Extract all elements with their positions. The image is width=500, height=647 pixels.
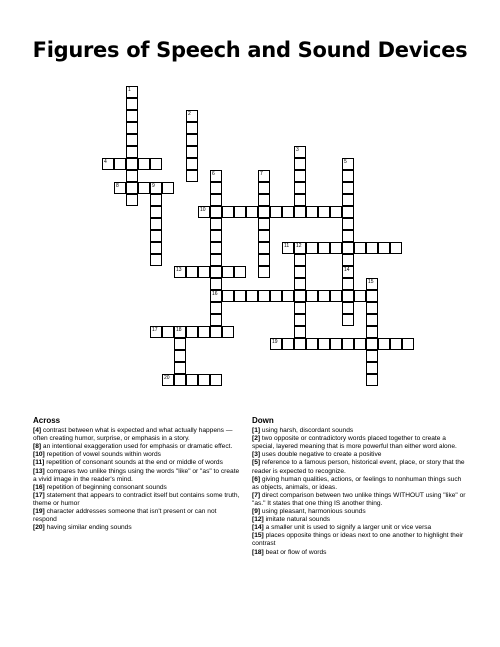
cell-number: 17 [152,327,158,333]
crossword-cell[interactable] [186,266,198,278]
crossword-cell[interactable] [258,170,270,182]
crossword-cell[interactable] [210,206,222,218]
down-clue [252,459,467,475]
crossword-cell[interactable] [222,326,234,338]
crossword-cell[interactable] [186,158,198,170]
puzzle-title: Figures of Speech and Sound Devices [32,38,468,62]
crossword-cell[interactable] [258,206,270,218]
crossword-cell[interactable] [246,206,258,218]
clue-text: uses double negative to create a positive [261,451,382,459]
crossword-cell[interactable] [210,266,222,278]
clue-text: using pleasant, harmonious sounds [261,508,366,516]
crossword-cell[interactable] [366,278,378,290]
crossword-cell[interactable] [174,338,186,350]
crossword-cell[interactable] [150,158,162,170]
crossword-cell[interactable] [186,374,198,386]
down-clue [252,549,467,557]
across-clue [33,443,241,451]
crossword-cell[interactable] [126,110,138,122]
clue-text: an intentional exaggeration used for emphasis or dramatic effect. [42,443,233,451]
cell-number: 10 [200,207,206,213]
crossword-cell[interactable] [270,290,282,302]
clue-text: imitate natural sounds [265,516,331,524]
crossword-cell[interactable] [294,302,306,314]
clue-number: [12] [252,516,264,524]
crossword-cell[interactable] [342,302,354,314]
crossword-cell[interactable] [210,290,222,302]
clue-number: [14] [252,524,264,532]
crossword-cell[interactable] [306,290,318,302]
crossword-cell[interactable] [258,218,270,230]
crossword-cell[interactable] [342,290,354,302]
crossword-cell[interactable] [150,182,162,194]
cell-number: 14 [344,267,350,273]
clue-text: using harsh, discordant sounds [261,427,354,435]
down-heading: Down [252,416,274,425]
crossword-cell[interactable] [126,194,138,206]
crossword-cell[interactable] [186,134,198,146]
across-clue [33,468,241,484]
cell-number: 7 [260,171,263,177]
crossword-cell[interactable] [114,182,126,194]
cell-number: 3 [296,147,299,153]
crossword-cell[interactable] [342,158,354,170]
cell-number: 13 [176,267,182,273]
crossword-cell[interactable] [126,146,138,158]
crossword-cell[interactable] [258,230,270,242]
crossword-cell[interactable] [102,158,114,170]
crossword-cell[interactable] [342,278,354,290]
crossword-cell[interactable] [294,158,306,170]
crossword-cell[interactable] [246,290,258,302]
crossword-cell[interactable] [198,326,210,338]
clue-text: two opposite or contradictory words placed together to create a special, layered meaning that is more powerful than either word alone. [252,435,457,451]
crossword-cell[interactable] [294,194,306,206]
cell-number: 12 [296,243,302,249]
crossword-cell[interactable] [186,110,198,122]
crossword-cell[interactable] [186,170,198,182]
crossword-cell[interactable] [222,290,234,302]
crossword-cell[interactable] [294,170,306,182]
cell-number: 11 [284,243,290,249]
crossword-cell[interactable] [330,338,342,350]
clue-number: [19] [33,508,45,516]
crossword-cell[interactable] [342,194,354,206]
down-clue [252,435,467,451]
crossword-cell[interactable] [210,254,222,266]
clue-number: [5] [252,459,261,467]
crossword-cell[interactable] [126,158,138,170]
crossword-cell[interactable] [138,158,150,170]
clue-number: [16] [33,483,45,491]
crossword-cell[interactable] [354,290,366,302]
crossword-cell[interactable] [198,374,210,386]
crossword-cell[interactable] [174,350,186,362]
across-clue [33,492,241,508]
crossword-cell[interactable] [174,266,186,278]
crossword-cell[interactable] [210,230,222,242]
crossword-cell[interactable] [126,170,138,182]
crossword-cell[interactable] [258,254,270,266]
crossword-cell[interactable] [258,182,270,194]
cell-number: 4 [104,159,107,165]
across-clue [33,451,241,459]
across-clue [33,524,241,532]
clue-text: repetition of vowel sounds within words [46,451,161,459]
crossword-cell[interactable] [342,242,354,254]
across-clues [33,417,241,532]
across-clue [33,484,241,492]
down-clue [252,476,467,492]
across-clue-list [33,427,241,532]
clue-number: [11] [33,459,45,467]
crossword-cell[interactable] [342,230,354,242]
crossword-cell[interactable] [126,134,138,146]
clue-number: [4] [33,427,42,435]
crossword-cell[interactable] [366,302,378,314]
crossword-cell[interactable] [294,146,306,158]
down-clue [252,524,467,532]
crossword-cell[interactable] [198,206,210,218]
clue-number: [8] [33,443,42,451]
crossword-cell[interactable] [210,194,222,206]
crossword-cell[interactable] [354,242,366,254]
clue-text: direct comparison between two unlike things WITHOUT using "like" or "as." It states that one thing IS another thing. [252,491,466,507]
cell-number: 19 [272,339,278,345]
crossword-cell[interactable] [294,314,306,326]
crossword-cell[interactable] [354,338,366,350]
crossword-cell[interactable] [366,374,378,386]
crossword-cell[interactable] [258,194,270,206]
clue-text: places opposite things or ideas next to one another to highlight their contrast [252,532,464,548]
crossword-cell[interactable] [210,278,222,290]
crossword-cell[interactable] [318,290,330,302]
crossword-cell[interactable] [210,302,222,314]
clue-text: repetition of beginning consonant sounds [46,483,167,491]
crossword-cell[interactable] [306,206,318,218]
crossword-cell[interactable] [114,158,126,170]
crossword-cell[interactable] [294,206,306,218]
cell-number: 8 [116,183,119,189]
clue-text: beat or flow of words [265,548,327,556]
across-clue [33,508,241,524]
crossword-cell[interactable] [198,266,210,278]
clue-number: [7] [252,491,261,499]
clue-number: [9] [252,508,261,516]
crossword-cell[interactable] [402,338,414,350]
crossword-cell[interactable] [366,350,378,362]
crossword-cell[interactable] [150,206,162,218]
crossword-cell[interactable] [318,242,330,254]
crossword-cell[interactable] [378,242,390,254]
crossword-cell[interactable] [186,326,198,338]
crossword-cell[interactable] [258,290,270,302]
crossword-cell[interactable] [162,326,174,338]
crossword-cell[interactable] [282,206,294,218]
crossword-cell[interactable] [258,266,270,278]
crossword-cell[interactable] [138,182,150,194]
down-clue [252,451,467,459]
crossword-cell[interactable] [186,146,198,158]
crossword-cell[interactable] [150,326,162,338]
across-clue [33,427,241,443]
crossword-cell[interactable] [210,326,222,338]
crossword-cell[interactable] [294,242,306,254]
cell-number: 2 [188,111,191,117]
clue-text: a smaller unit is used to signify a larger unit or vice versa [265,524,432,532]
crossword-cell[interactable] [258,242,270,254]
crossword-cell[interactable] [126,182,138,194]
crossword-cell[interactable] [342,218,354,230]
crossword-cell[interactable] [390,242,402,254]
crossword-cell[interactable] [234,206,246,218]
clue-number: [18] [252,548,264,556]
crossword-cell[interactable] [390,338,402,350]
clue-number: [10] [33,451,45,459]
clue-text: having similar ending sounds [46,524,132,532]
crossword-cell[interactable] [174,362,186,374]
clue-text: reference to a famous person, historical event, place, or story that the reader is expected to recognize. [252,459,465,475]
down-clue [252,532,467,548]
crossword-cell[interactable] [282,290,294,302]
cell-number: 1 [128,87,131,93]
crossword-cell[interactable] [294,338,306,350]
down-clues [252,417,467,557]
crossword-cell[interactable] [234,266,246,278]
crossword-cell[interactable] [150,194,162,206]
clue-number: [20] [33,524,45,532]
crossword-cell[interactable] [210,314,222,326]
crossword-cell[interactable] [282,338,294,350]
crossword-cell[interactable] [294,266,306,278]
crossword-cell[interactable] [318,338,330,350]
crossword-cell[interactable] [342,266,354,278]
crossword-cell[interactable] [210,182,222,194]
clue-number: [15] [252,532,264,540]
crossword-cell[interactable] [150,230,162,242]
down-clue [252,427,467,435]
cell-number: 20 [164,375,170,381]
clue-number: [1] [252,427,261,435]
crossword-cell[interactable] [234,290,246,302]
crossword-cell[interactable] [306,242,318,254]
cell-number: 9 [152,183,155,189]
down-clue-list [252,427,467,557]
down-clue [252,492,467,508]
cell-number: 6 [212,171,215,177]
crossword-cell[interactable] [150,242,162,254]
crossword-cell[interactable] [330,206,342,218]
crossword-cell[interactable] [342,182,354,194]
crossword-cell[interactable] [294,278,306,290]
crossword-cell[interactable] [342,314,354,326]
across-clue [33,459,241,467]
clue-text: statement that appears to contradict itself but contains some truth, theme or humor [33,491,240,507]
crossword-cell[interactable] [174,374,186,386]
crossword-cell[interactable] [378,338,390,350]
clue-number: [3] [252,451,261,459]
crossword-cell[interactable] [162,374,174,386]
cell-number: 16 [212,291,218,297]
crossword-cell[interactable] [366,242,378,254]
clue-number: [13] [33,467,45,475]
cell-number: 15 [368,279,374,285]
crossword-cell[interactable] [294,290,306,302]
clue-number: [17] [33,491,45,499]
crossword-cell[interactable] [342,338,354,350]
down-clue [252,516,467,524]
crossword-cell[interactable] [294,182,306,194]
crossword-cell[interactable] [282,242,294,254]
crossword-cell[interactable] [162,182,174,194]
cell-number: 18 [176,327,182,333]
clue-text: contrast between what is expected and what actually happens — often creating humor, surprise, or emphasis in a story. [33,427,233,443]
crossword-cell[interactable] [270,338,282,350]
clue-text: giving human qualities, actions, or feelings to nonhuman things such as objects, animals, or ideas. [252,475,462,491]
crossword-cell[interactable] [126,86,138,98]
crossword-cell[interactable] [210,374,222,386]
crossword-cell[interactable] [210,170,222,182]
crossword-cell[interactable] [222,206,234,218]
crossword-cell[interactable] [150,218,162,230]
clue-text: compares two unlike things using the words "like" or "as" to create a vivid image in the reader's mind. [33,467,240,483]
crossword-cell[interactable] [210,242,222,254]
crossword-cell[interactable] [342,254,354,266]
crossword-cell[interactable] [366,326,378,338]
crossword-cell[interactable] [126,98,138,110]
crossword-cell[interactable] [210,218,222,230]
crossword-cell[interactable] [366,362,378,374]
down-clue [252,508,467,516]
crossword-cell[interactable] [318,206,330,218]
crossword-cell[interactable] [330,290,342,302]
crossword-cell[interactable] [366,290,378,302]
clue-text: character addresses someone that isn't present or can not respond [33,508,217,524]
crossword-cell[interactable] [174,326,186,338]
crossword-cell[interactable] [306,338,318,350]
crossword-cell[interactable] [330,242,342,254]
crossword-cell[interactable] [342,170,354,182]
across-heading: Across [33,416,61,425]
crossword-cell[interactable] [126,122,138,134]
crossword-cell[interactable] [270,206,282,218]
clue-number: [2] [252,435,261,443]
cell-number: 5 [344,159,347,165]
crossword-cell[interactable] [186,122,198,134]
crossword-cell[interactable] [294,254,306,266]
clue-number: [6] [252,475,261,483]
crossword-cell[interactable] [342,206,354,218]
crossword-cell[interactable] [294,326,306,338]
crossword-cell[interactable] [222,266,234,278]
crossword-cell[interactable] [366,338,378,350]
crossword-cell[interactable] [366,314,378,326]
crossword-cell[interactable] [150,254,162,266]
clue-text: repetition of consonant sounds at the end or middle of words [46,459,223,467]
